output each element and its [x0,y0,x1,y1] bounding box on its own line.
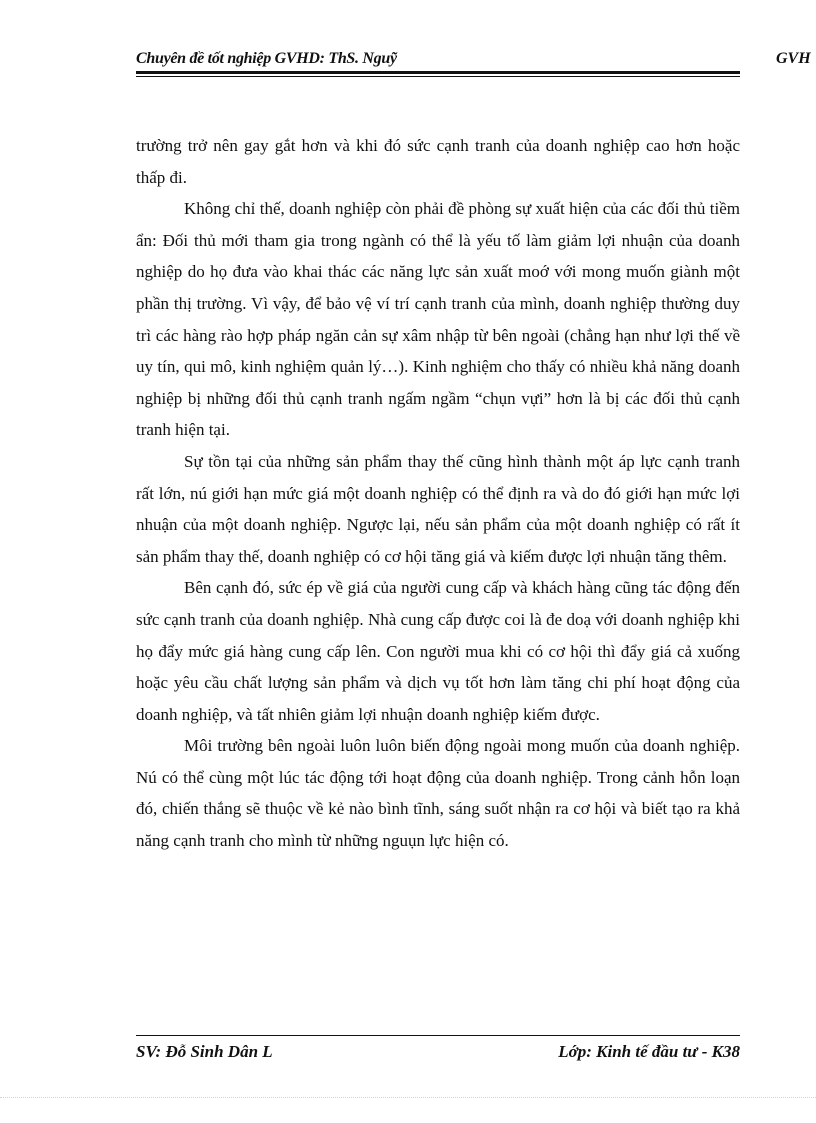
paragraph: Bên cạnh đó, sức ép về giá của người cung cấp và khách hàng cũng tác động đến sức cạnh tranh của doanh nghiệp. Nhà cung cấp được coi là đe doạ với doanh nghiệp khi họ đẩy mức giá hàng cung cấp lên. Con người mua khi có cơ hội thì đẩy giá cả xuống hoặc yêu cầu chất lượng sản phẩm và dịch vụ tốt hơn làm tăng chi phí hoạt động của doanh nghiệp, và tất nhiên giảm lợi nhuận doanh nghiệp kiếm được. [136,578,740,724]
page-edge-divider [0,1097,816,1098]
document-body [136,130,740,857]
paragraph: trường trở nên gay gắt hơn và khi đó sức cạnh tranh của doanh nghiệp cao hơn hoặc thấp đi. [136,136,740,187]
footer-student: SV: Đỗ Sinh Dân L [136,1042,273,1061]
footer-rule [136,1035,740,1036]
header-title: Chuyên đề tốt nghiệp GVHD: ThS. Nguỹ [136,50,397,67]
paragraph: Môi trường bên ngoài luôn luôn biến động ngoài mong muốn của doanh nghiệp. Nú có thể cùng một lúc tác động tới hoạt động của doanh nghiệp. Trong cảnh hỗn loạn đó, chiến thắng sẽ thuộc về kẻ nào bình tĩnh, sáng suốt nhận ra cơ hội và biết tạo ra khả năng cạnh tranh cho mình từ những nguụn lực hiện có. [136,736,740,851]
header-rule-thick [136,71,740,74]
paragraph: Không chỉ thế, doanh nghiệp còn phải đề phòng sự xuất hiện của các đối thủ tiềm ẩn: Đối thủ mới tham gia trong ngành có thể là yếu tố làm giảm lợi nhuận của doanh nghiệp do họ đưa vào khai thác các năng lực sản xuất moớ với mong muốn giành một phần thị trường. Vì vậy, để bảo vệ ví trí cạnh tranh của mình, doanh nghiệp thường duy trì các hàng rào hợp pháp ngăn cản sự xâm nhập từ bên ngoài (chẳng hạn như lợi thế về uy tín, qui mô, kinh nghiệm quản lý…). Kinh nghiệm cho thấy có nhiều khả năng doanh nghiệp bị những đối thủ cạnh tranh ngấm ngầm “chụn vựi” hơn là bị các đối thủ cạnh tranh hiện tại. [136,199,740,440]
header-right-text: GVH [776,50,811,67]
footer-class: Lớp: Kinh tế đầu tư - K38 [558,1042,740,1061]
header-rule-thin [136,76,740,77]
paragraph: Sự tồn tại của những sản phẩm thay thế cũng hình thành một áp lực cạnh tranh rất lớn, nú giới hạn mức giá một doanh nghiệp có thể định ra và do đó giới hạn mức lợi nhuận của một doanh nghiệp. Ngược lại, nếu sản phẩm của một doanh nghiệp có rất ít sản phẩm thay thế, doanh nghiệp có cơ hội tăng giá và kiếm được lợi nhuận tăng thêm. [136,451,740,566]
